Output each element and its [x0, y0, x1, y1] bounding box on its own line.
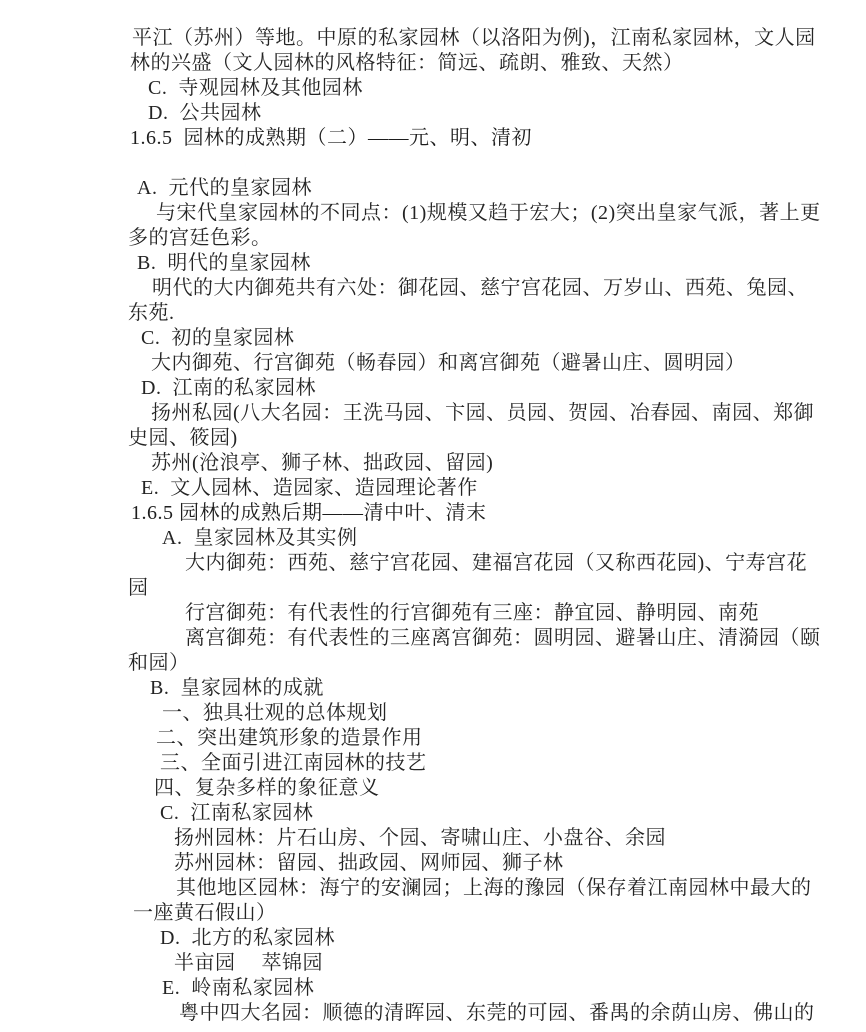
text-line: 三、全面引进江南园林的技艺: [160, 752, 427, 774]
text-line: C. 寺观园林及其他园林: [148, 77, 363, 99]
text-line: 园: [128, 577, 149, 599]
text-line: 明代的大内御苑共有六处：御花园、慈宁宫花园、万岁山、西苑、兔园、: [152, 277, 808, 299]
section-heading: 1.6.5 园林的成熟期（二）——元、明、清初: [130, 127, 532, 149]
text-line: 扬州私园(八大名园：王洗马园、卞园、员园、贺园、冶春园、南园、郑御: [151, 402, 815, 424]
section-heading: 1.6.5 园林的成熟后期——清中叶、清末: [131, 502, 487, 524]
text-line: B. 皇家园林的成就: [150, 677, 324, 699]
text-line: D. 公共园林: [148, 102, 262, 124]
text-line: E. 文人园林、造园家、造园理论著作: [141, 477, 478, 499]
text-line: B. 明代的皇家园林: [137, 252, 311, 274]
text-line: 平江（苏州）等地。中原的私家园林（以洛阳为例)，江南私家园林，文人园: [132, 27, 816, 49]
text-line: 二、突出建筑形象的造景作用: [156, 727, 423, 749]
text-line: 一座黄石假山）: [133, 902, 277, 924]
text-line: 与宋代皇家园林的不同点：(1)规模又趋于宏大；(2)突出皇家气派，著上更: [156, 202, 821, 224]
text-line: 和园）: [128, 652, 190, 674]
text-line: C. 初的皇家园林: [141, 327, 295, 349]
text-line: 其他地区园林：海宁的安澜园；上海的豫园（保存着江南园林中最大的: [176, 877, 812, 899]
text-line: 东苑.: [128, 302, 175, 324]
text-line: D. 江南的私家园林: [141, 377, 316, 399]
text-line: 四、复杂多样的象征意义: [154, 777, 380, 799]
text-line: 苏州(沧浪亭、狮子林、拙政园、留园): [151, 452, 494, 474]
text-line: 扬州园林：片石山房、个园、寄啸山庄、小盘谷、余园: [174, 827, 666, 849]
text-line: 粤中四大名园：顺德的清晖园、东莞的可园、番禺的余荫山房、佛山的: [179, 1002, 815, 1024]
text-line: 大内御苑：西苑、慈宁宫花园、建福宫花园（又称西花园)、宁寿宫花: [185, 552, 808, 574]
text-line: D. 北方的私家园林: [160, 927, 335, 949]
document-content: [128, 26, 848, 1026]
blank-line: [128, 151, 848, 176]
text-line: 离宫御苑：有代表性的三座离宫御苑：圆明园、避暑山庄、清漪园（颐: [185, 627, 821, 649]
text-line: A. 元代的皇家园林: [137, 177, 312, 199]
text-line: 行宫御苑：有代表性的行宫御苑有三座：静宜园、静明园、南苑: [185, 602, 759, 624]
text-line: 史园、筱园): [128, 427, 238, 449]
text-line: 大内御苑、行宫御苑（畅春园）和离宫御苑（避暑山庄、圆明园）: [151, 352, 746, 374]
text-line: E. 岭南私家园林: [162, 977, 315, 999]
text-line: 林的兴盛（文人园林的风格特征：简远、疏朗、雅致、天然）: [130, 52, 684, 74]
text-line: 半亩园 萃锦园: [174, 952, 323, 974]
text-line: 多的宫廷色彩。: [128, 227, 272, 249]
text-line: C. 江南私家园林: [160, 802, 314, 824]
text-line: A. 皇家园林及其实例: [162, 527, 358, 549]
text-line: 苏州园林：留园、拙政园、网师园、狮子林: [174, 852, 564, 874]
text-line: 一、独具壮观的总体规划: [162, 702, 388, 724]
